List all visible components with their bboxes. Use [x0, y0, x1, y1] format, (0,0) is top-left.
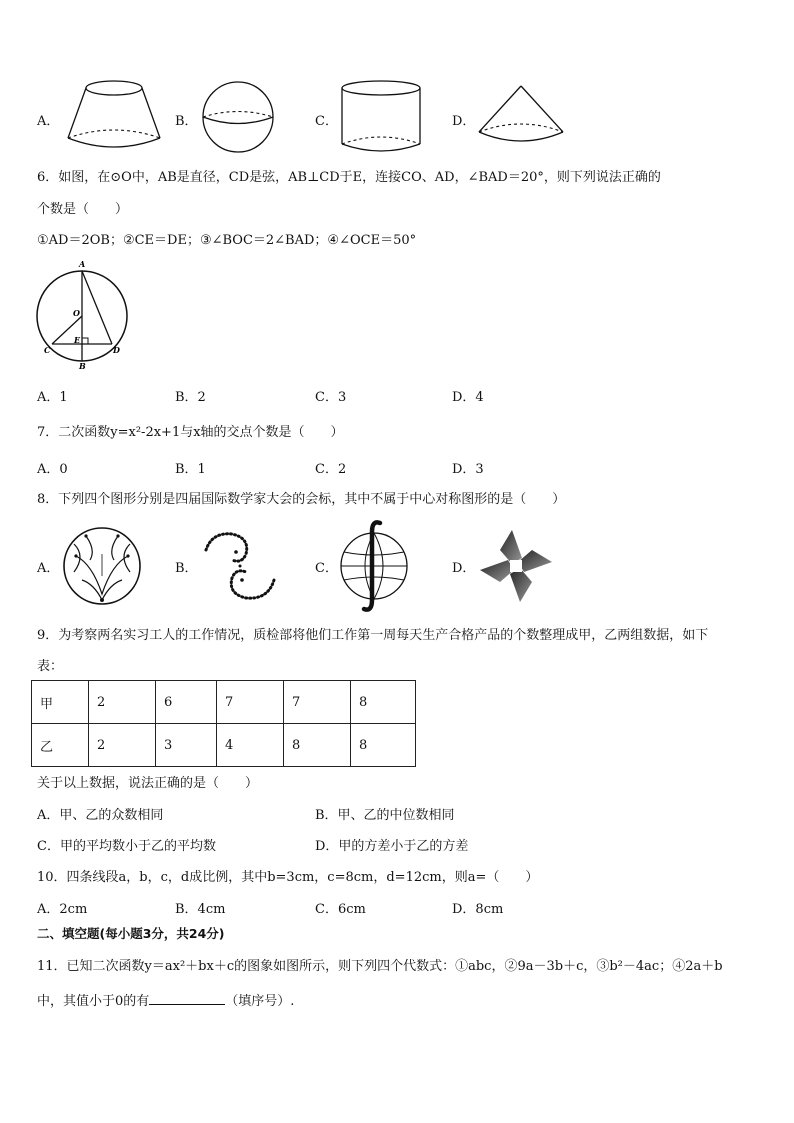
- q7-option-d: D．3: [452, 462, 484, 477]
- q6-label-d: D: [113, 345, 120, 355]
- q8-stem: 8．下列四个图形分别是四届国际数学家大会的会标，其中不属于中心对称图形的是（ ）: [37, 492, 566, 507]
- q5-option-d-letter: D．: [452, 114, 476, 129]
- table-row: [32, 681, 416, 724]
- q6-option-d: D．4: [452, 390, 484, 405]
- pinwheel-emblem-icon: [478, 528, 554, 604]
- q6-option-c: C．3: [315, 390, 347, 405]
- q9-option-b: B．甲、乙的中位数相同: [315, 808, 455, 823]
- table-cell: 2: [89, 681, 156, 724]
- q9-data-table: [31, 680, 416, 767]
- table-cell: 2: [89, 724, 156, 767]
- table-cell: 8: [351, 681, 416, 724]
- q11-line2-prefix: 中，其值小于0的有: [37, 994, 150, 1009]
- q6-option-b: B．2: [175, 390, 206, 405]
- q8-option-c-letter: C．: [315, 561, 338, 576]
- q7-option-a: A．0: [37, 462, 68, 477]
- table-cell: 3: [156, 724, 217, 767]
- cone-icon: [477, 84, 565, 148]
- q7-option-b: B．1: [175, 462, 206, 477]
- q9-stem-line2: 表：: [37, 659, 64, 674]
- q11-stem-line2: [37, 990, 294, 1009]
- q8-option-d-letter: D．: [452, 561, 476, 576]
- q6-label-c: C: [44, 345, 51, 355]
- q5-option-b-letter: B．: [175, 114, 198, 129]
- q11-answer-blank[interactable]: [149, 992, 225, 1005]
- q7-option-c: C．2: [315, 462, 347, 477]
- q6-option-a: A．1: [37, 390, 68, 405]
- q10-stem: 10．四条线段a，b，c，d成比例，其中b=3cm，c=8cm，d=12cm，则a=（ ）: [37, 870, 539, 885]
- cylinder-icon: [340, 80, 422, 154]
- q10-option-c: C．6cm: [315, 902, 366, 917]
- q6-label-o: O: [73, 308, 80, 318]
- q9-option-a: A．甲、乙的众数相同: [37, 808, 164, 823]
- table-cell: 8: [284, 724, 351, 767]
- table-cell: 7: [284, 681, 351, 724]
- q6-stem-line2: 个数是（ ）: [37, 202, 129, 217]
- table-cell: 甲: [32, 681, 89, 724]
- q6-stem-line1: 6．如图，在⊙O中，AB是直径，CD是弦，AB⊥CD于E，连接CO、AD，∠BAD＝20°，则下列说法正确的: [37, 170, 661, 185]
- table-cell: 乙: [32, 724, 89, 767]
- frustum-icon: [64, 80, 164, 150]
- arcs-emblem-icon: [62, 526, 142, 606]
- table-cell: 4: [217, 724, 284, 767]
- q11-stem-line1: 11．已知二次函数y＝ax²＋bx＋c的图象如图所示，则下列四个代数式：①abc，②9a－3b＋c，③b²－4ac；④2a＋b: [37, 959, 723, 974]
- q9-option-c: C．甲的平均数小于乙的平均数: [37, 839, 216, 854]
- q10-option-a: A．2cm: [37, 902, 88, 917]
- q6-label-a: A: [79, 259, 86, 269]
- sphere-icon: [200, 82, 276, 152]
- dotted-spiral-emblem-icon: [200, 528, 280, 604]
- q9-stem-line1: 9．为考察两名实习工人的工作情况，质检部将他们工作第一周每天生产合格产品的个数整理成甲，乙两组数据，如下: [37, 628, 709, 643]
- table-row: [32, 724, 416, 767]
- q9-question: 关于以上数据，说法正确的是（ ）: [37, 776, 259, 791]
- table-cell: 7: [217, 681, 284, 724]
- q5-option-a-letter: A．: [37, 114, 60, 129]
- q8-option-b-letter: B．: [175, 561, 198, 576]
- table-cell: 8: [351, 724, 416, 767]
- q6-label-e: E: [74, 335, 81, 345]
- q7-stem: 7．二次函数y=x²-2x+1与x轴的交点个数是（ ）: [37, 425, 344, 440]
- globe-integral-emblem-icon: [338, 520, 412, 612]
- section-title: 二、填空题(每小题3分，共24分): [37, 926, 225, 941]
- q10-option-d: D．8cm: [452, 902, 504, 917]
- table-cell: 6: [156, 681, 217, 724]
- q6-label-b: B: [79, 361, 86, 371]
- q9-option-d: D．甲的方差小于乙的方差: [315, 839, 469, 854]
- q6-circle-figure: [36, 258, 136, 371]
- q6-statements: ①AD＝2OB；②CE＝DE；③∠BOC＝2∠BAD；④∠OCE＝50°: [37, 233, 417, 248]
- q11-line2-suffix: （填序号）.: [225, 994, 295, 1009]
- q10-option-b: B．4cm: [175, 902, 226, 917]
- q5-option-c-letter: C．: [315, 114, 338, 129]
- q8-option-a-letter: A．: [37, 561, 60, 576]
